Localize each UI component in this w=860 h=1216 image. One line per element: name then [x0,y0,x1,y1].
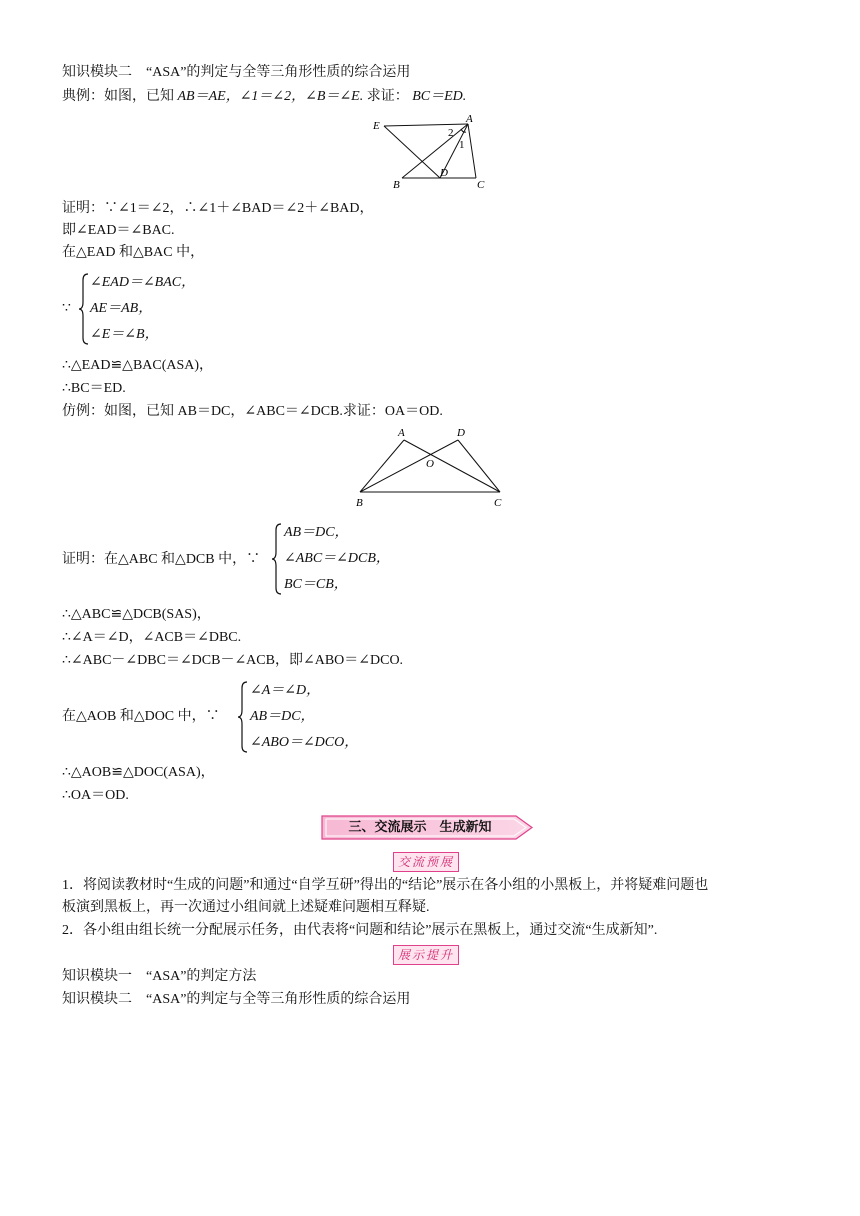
proof1-line1: 证明：∵∠1＝∠2，∴∠1＋∠BAD＝∠2＋∠BAD， [62,201,374,216]
module1-heading: 知识模块一 “ASA”的判定方法 [62,969,257,984]
condition-row: ∠ABO＝∠DCO， [250,735,359,750]
label-angle-1: 1 [459,139,465,151]
proof1-line4: ∴△EAD≌△BAC(ASA)， [62,358,214,373]
label-c: C [494,497,502,509]
figure-1-diagram [360,112,500,192]
module2-heading: 知识模块二 “ASA”的判定与全等三角形性质的综合运用 [62,65,411,80]
label-angle-2: 2 [448,127,454,139]
segment-ea [384,124,468,126]
step1-line-a: 1．将阅读教材时“生成的问题”和通过“自学互研”得出的“结论”展示在各小组的小黑板上，并将疑难问题也 [62,878,709,893]
condition-row: AB＝DC， [284,525,349,540]
proof2-intro: 证明：在△ABC 和△DCB 中，∵ [62,552,261,567]
condition-row: ∠E＝∠B， [90,327,159,342]
label-c: C [477,179,485,191]
condition-row: AE＝AB， [90,301,153,316]
tag-show-improve: 展示提升 [393,945,459,965]
example-statement [62,88,466,106]
label-a: A [466,113,473,125]
proof1-line2: 即∠EAD＝∠BAC. [62,223,175,238]
proof2-intro2: 在△AOB 和△DOC 中，∵ [62,709,220,724]
left-brace [78,272,90,346]
label-a: A [398,427,405,439]
proof1-line3: 在△EAD 和△BAC 中， [62,245,205,260]
proof1-line5: ∴BC＝ED. [62,381,126,396]
label-d: D [457,427,465,439]
step1-line-b: 板演到黑板上，再一次通过小组间就上述疑难问题相互释疑. [62,900,430,915]
proof2-line4: ∴△AOB≌△DOC(ASA)， [62,765,215,780]
segment-ac [404,440,500,492]
example-conditions: AB＝AE，∠1＝∠2，∠B＝∠E. [177,89,364,104]
label-o: O [426,458,434,470]
segment-ab [402,124,468,178]
step2-line: 2．各小组由组长统一分配展示任务，由代表将“问题和结论”展示在黑板上，通过交流“生成新知”. [62,923,658,938]
module2-heading-repeat: 知识模块二 “ASA”的判定与全等三角形性质的综合运用 [62,992,411,1007]
label-e: E [373,120,380,132]
figure-2-diagram [350,424,510,510]
segment-db [360,440,458,492]
condition-row: ∠A＝∠D， [250,683,321,698]
label-b: B [393,179,400,191]
segment-ba [360,440,404,492]
condition-row: ∠ABC＝∠DCB， [284,551,390,566]
condition-row: ∠EAD＝∠BAC， [90,275,196,290]
left-brace [237,680,249,754]
left-brace [271,522,283,596]
because-symbol: ∵ [62,301,71,316]
example-goal-prefix: 求证： [366,89,409,104]
proof2-line5: ∴OA＝OD. [62,788,129,803]
label-d: D [440,167,448,179]
example-prefix: 典例：如图，已知 [62,89,174,104]
imitation-statement: 仿例：如图，已知 AB＝DC，∠ABC＝∠DCB.求证：OA＝OD. [62,404,443,419]
condition-row: AB＝DC， [250,709,315,724]
example-goal: BC＝ED. [412,89,467,104]
section-banner-title: 三、交流展示 生成新知 [348,820,492,835]
section-banner [320,815,536,840]
segment-ac [468,124,476,178]
segment-cd [458,440,500,492]
label-b: B [356,497,363,509]
proof2-line2: ∴∠A＝∠D，∠ACB＝∠DBC. [62,630,242,645]
tag-exchange-preview: 交流预展 [393,852,459,872]
proof2-line3: ∴∠ABC－∠DBC＝∠DCB－∠ACB，即∠ABO＝∠DCO. [62,653,404,668]
proof2-line1: ∴△ABC≌△DCB(SAS)， [62,607,211,622]
condition-row: BC＝CB， [284,577,348,592]
